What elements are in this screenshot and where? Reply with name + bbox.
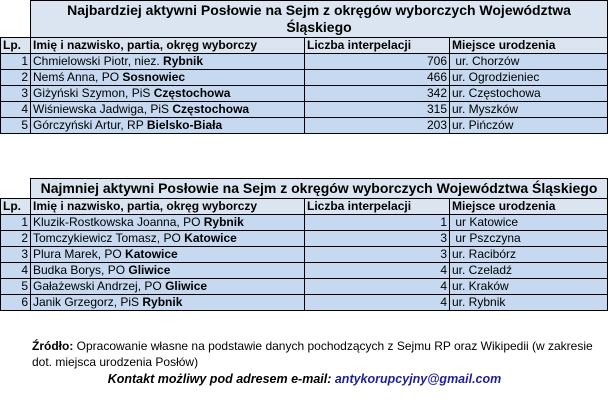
row-person	[31, 263, 305, 279]
contact-email[interactable]: antykorupcyjny@gmail.com	[334, 372, 502, 386]
table-row	[1, 54, 608, 70]
table-row	[1, 247, 608, 263]
person-name-party: Janik Grzegorz, PiS	[33, 295, 143, 309]
row-birthplace: ur. Rybnik	[450, 295, 608, 311]
row-birthplace: ur. Kraków	[450, 279, 608, 295]
row-person	[31, 70, 305, 86]
row-birthplace: ur Pszczyna	[450, 231, 608, 247]
row-lp: 2	[1, 70, 31, 86]
table-row	[1, 102, 608, 118]
district-name: Bielsko-Biała	[146, 118, 223, 132]
table-row	[1, 86, 608, 102]
row-lp: 2	[1, 231, 31, 247]
row-count: 342	[305, 86, 450, 102]
header-lp: Lp.	[1, 199, 31, 215]
district-name: Katowice	[125, 247, 178, 261]
person-name-party: Górczyński Artur, RP	[33, 118, 147, 132]
row-birthplace: ur. Ogrodzieniec	[450, 70, 608, 86]
header-row	[1, 199, 608, 215]
row-person	[31, 102, 305, 118]
row-lp: 3	[1, 247, 31, 263]
row-lp: 1	[1, 215, 31, 231]
person-name-party: Budka Borys, PO	[33, 263, 129, 277]
row-lp: 3	[1, 86, 31, 102]
table-row	[1, 118, 608, 134]
district-name: Sosnowiec	[122, 70, 186, 84]
source-note	[32, 338, 606, 370]
person-name-party: Kluzik-Rostkowska Joanna, PO	[33, 215, 204, 229]
district-name: Rybnik	[163, 54, 204, 68]
row-count: 4	[305, 295, 450, 311]
district-name: Rybnik	[142, 295, 183, 309]
corner-blank	[1, 179, 31, 199]
person-name-party: Tomczykiewicz Tomasz, PO	[33, 231, 185, 245]
header-birthplace: Miejsce urodzenia	[450, 38, 608, 54]
person-name-party: Plura Marek, PO	[33, 247, 126, 261]
row-person	[31, 86, 305, 102]
row-birthplace: ur. Pińczów	[450, 118, 608, 134]
row-person	[31, 231, 305, 247]
most-active-table	[0, 0, 608, 134]
table-body	[1, 215, 608, 311]
row-count: 203	[305, 118, 450, 134]
row-person	[31, 247, 305, 263]
corner-blank	[1, 1, 31, 38]
row-lp: 4	[1, 102, 31, 118]
district-name: Gliwice	[128, 263, 171, 277]
row-count: 3	[305, 247, 450, 263]
least-active-table	[0, 178, 608, 311]
row-birthplace: ur. Czeladź	[450, 263, 608, 279]
district-name: Częstochowa	[172, 102, 250, 116]
row-person	[31, 215, 305, 231]
person-name-party: Gałażewski Andrzej, PO	[33, 279, 166, 293]
row-person	[31, 279, 305, 295]
table-row	[1, 279, 608, 295]
row-count: 3	[305, 231, 450, 247]
row-birthplace: ur. Częstochowa	[450, 86, 608, 102]
header-lp: Lp.	[1, 38, 31, 54]
table-row	[1, 231, 608, 247]
row-birthplace: ur. Racibórz	[450, 247, 608, 263]
row-birthplace: ur Katowice	[450, 215, 608, 231]
table-row	[1, 70, 608, 86]
row-lp: 5	[1, 118, 31, 134]
header-row	[1, 38, 608, 54]
district-name: Częstochowa	[153, 86, 231, 100]
header-name: Imię i nazwisko, partia, okręg wyborczy	[31, 199, 305, 215]
district-name: Rybnik	[203, 215, 244, 229]
header-birthplace: Miejsce urodzenia	[450, 199, 608, 215]
district-name: Gliwice	[165, 279, 208, 293]
table-row	[1, 295, 608, 311]
row-birthplace: ur. Chorzów	[450, 54, 608, 70]
table-row	[1, 215, 608, 231]
table-row	[1, 263, 608, 279]
row-birthplace: ur. Myszków	[450, 102, 608, 118]
row-person	[31, 118, 305, 134]
table-title: Najbardziej aktywni Posłowie na Sejm z okręgów wyborczych Województwa Śląskiego	[31, 1, 608, 38]
row-count: 466	[305, 70, 450, 86]
source-label: Źródło:	[32, 339, 74, 353]
row-count: 1	[305, 215, 450, 231]
row-lp: 4	[1, 263, 31, 279]
row-count: 706	[305, 54, 450, 70]
source-text: Opracowanie własne na podstawie danych pochodzących z Sejmu RP oraz Wikipedii (w zakresie dot. miejsca urodzenia Posłów)	[32, 339, 593, 369]
table-title: Najmniej aktywni Posłowie na Sejm z okręgów wyborczych Województwa Śląskiego	[31, 179, 608, 199]
row-lp: 5	[1, 279, 31, 295]
row-person	[31, 295, 305, 311]
table-body	[1, 54, 608, 134]
row-count: 315	[305, 102, 450, 118]
header-name: Imię i nazwisko, partia, okręg wyborczy	[31, 38, 305, 54]
contact-text: Kontakt możliwy pod adresem e-mail:	[107, 372, 335, 386]
person-name-party: Giżyński Szymon, PiS	[33, 86, 154, 100]
district-name: Katowice	[184, 231, 237, 245]
row-count: 4	[305, 263, 450, 279]
person-name-party: Nemś Anna, PO	[33, 70, 123, 84]
row-count: 4	[305, 279, 450, 295]
person-name-party: Wiśniewska Jadwiga, PiS	[33, 102, 173, 116]
row-lp: 6	[1, 295, 31, 311]
row-person	[31, 54, 305, 70]
person-name-party: Chmielowski Piotr, niez.	[33, 54, 164, 68]
row-lp: 1	[1, 54, 31, 70]
header-count: Liczba interpelacji	[305, 199, 450, 215]
header-count: Liczba interpelacji	[305, 38, 450, 54]
contact-line	[0, 372, 609, 386]
